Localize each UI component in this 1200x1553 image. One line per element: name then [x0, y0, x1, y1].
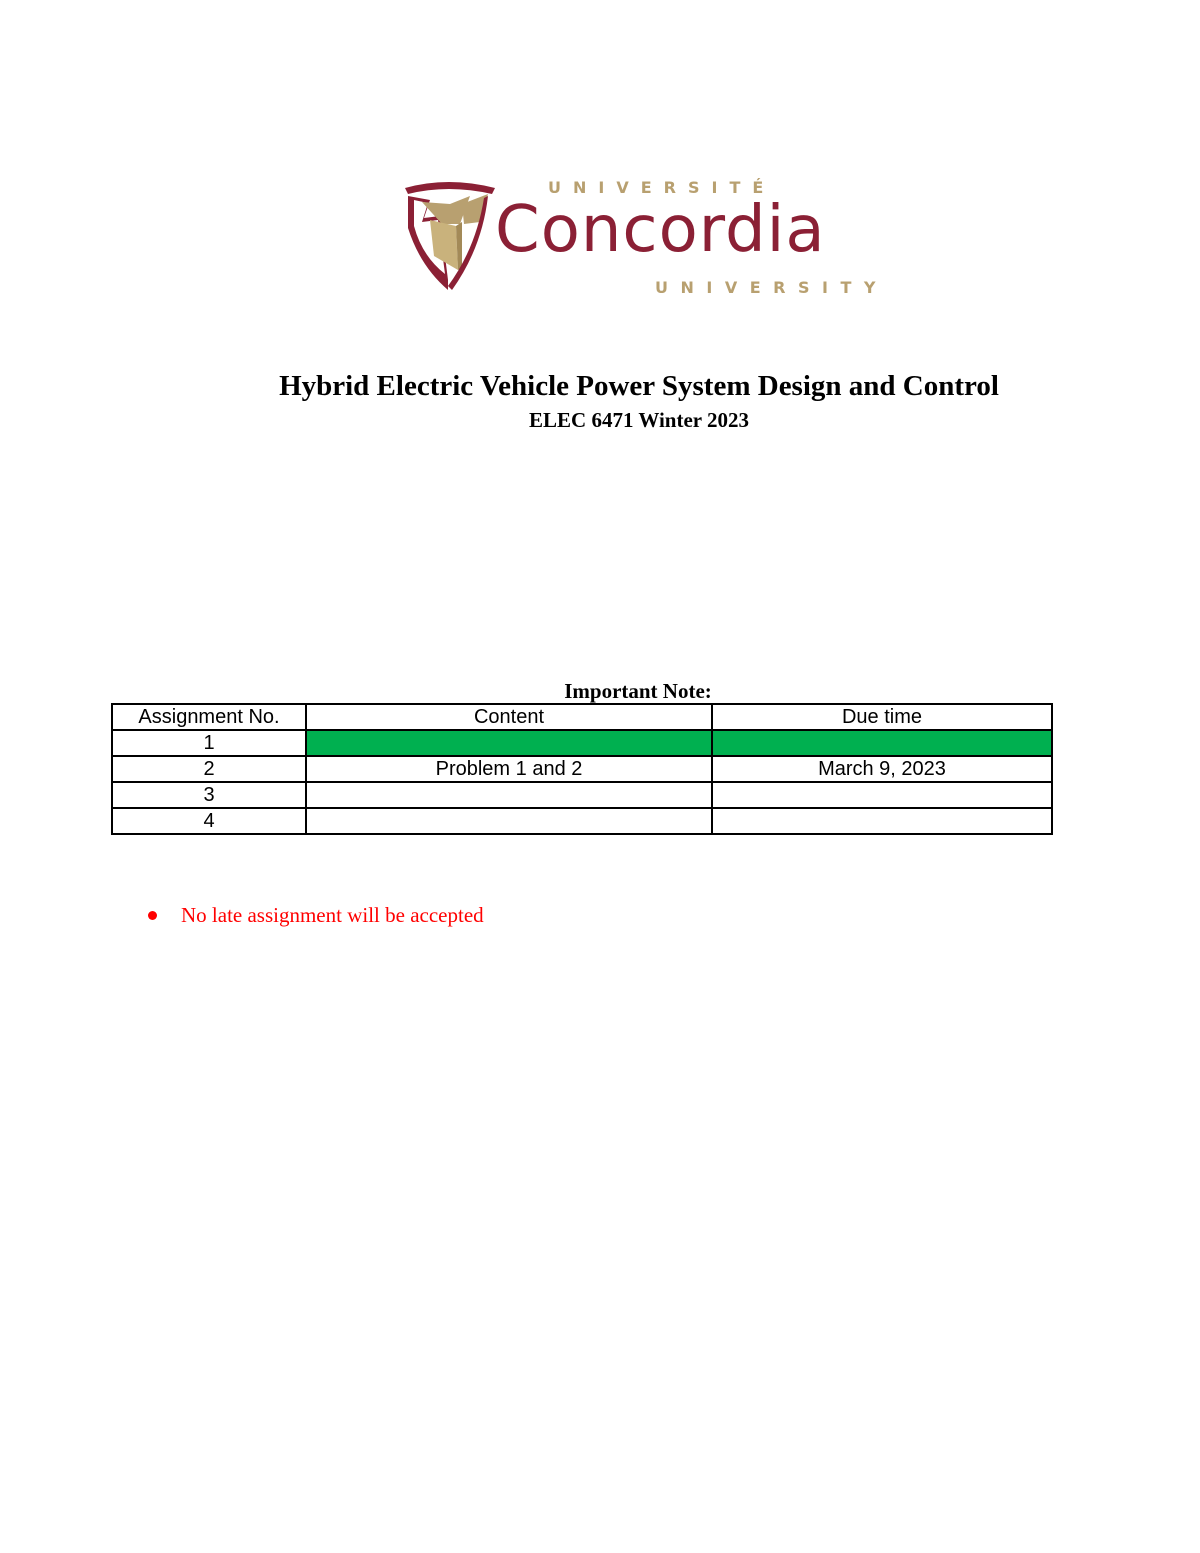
- content-cell: [306, 782, 712, 808]
- content-cell: [306, 808, 712, 834]
- content-cell-highlighted: [306, 730, 712, 756]
- late-policy-text: No late assignment will be accepted: [181, 903, 484, 927]
- logo-brand-name: Concordia: [495, 193, 826, 267]
- bullet-icon: [148, 911, 157, 920]
- assignment-number-cell: 1: [112, 730, 306, 756]
- due-time-cell: [712, 782, 1052, 808]
- table-row: [112, 808, 1052, 834]
- logo-bottom-word: UNIVERSITY: [655, 278, 888, 297]
- due-time-cell: [712, 808, 1052, 834]
- course-subtitle: ELEC 6471 Winter 2023: [529, 408, 749, 432]
- due-time-cell-highlighted: [712, 730, 1052, 756]
- table-row: [112, 730, 1052, 756]
- content-cell: Problem 1 and 2: [306, 756, 712, 782]
- logo-top-word: UNIVERSITÉ: [548, 178, 776, 197]
- late-policy-notice: [148, 903, 484, 928]
- concordia-logo: [400, 178, 890, 303]
- shield-crest-icon: [400, 178, 500, 298]
- header-assignment-no: Assignment No.: [112, 704, 306, 730]
- assignment-number-cell: 4: [112, 808, 306, 834]
- assignment-number-cell: 3: [112, 782, 306, 808]
- header-due-time: Due time: [712, 704, 1052, 730]
- header-content: Content: [306, 704, 712, 730]
- document-title: Hybrid Electric Vehicle Power System Design and Control: [279, 370, 999, 402]
- table-row: [112, 756, 1052, 782]
- assignment-table: [111, 703, 1053, 835]
- due-time-cell: March 9, 2023: [712, 756, 1052, 782]
- important-note-heading: Important Note:: [564, 679, 712, 703]
- table-row: [112, 782, 1052, 808]
- table-header-row: [112, 704, 1052, 730]
- assignment-number-cell: 2: [112, 756, 306, 782]
